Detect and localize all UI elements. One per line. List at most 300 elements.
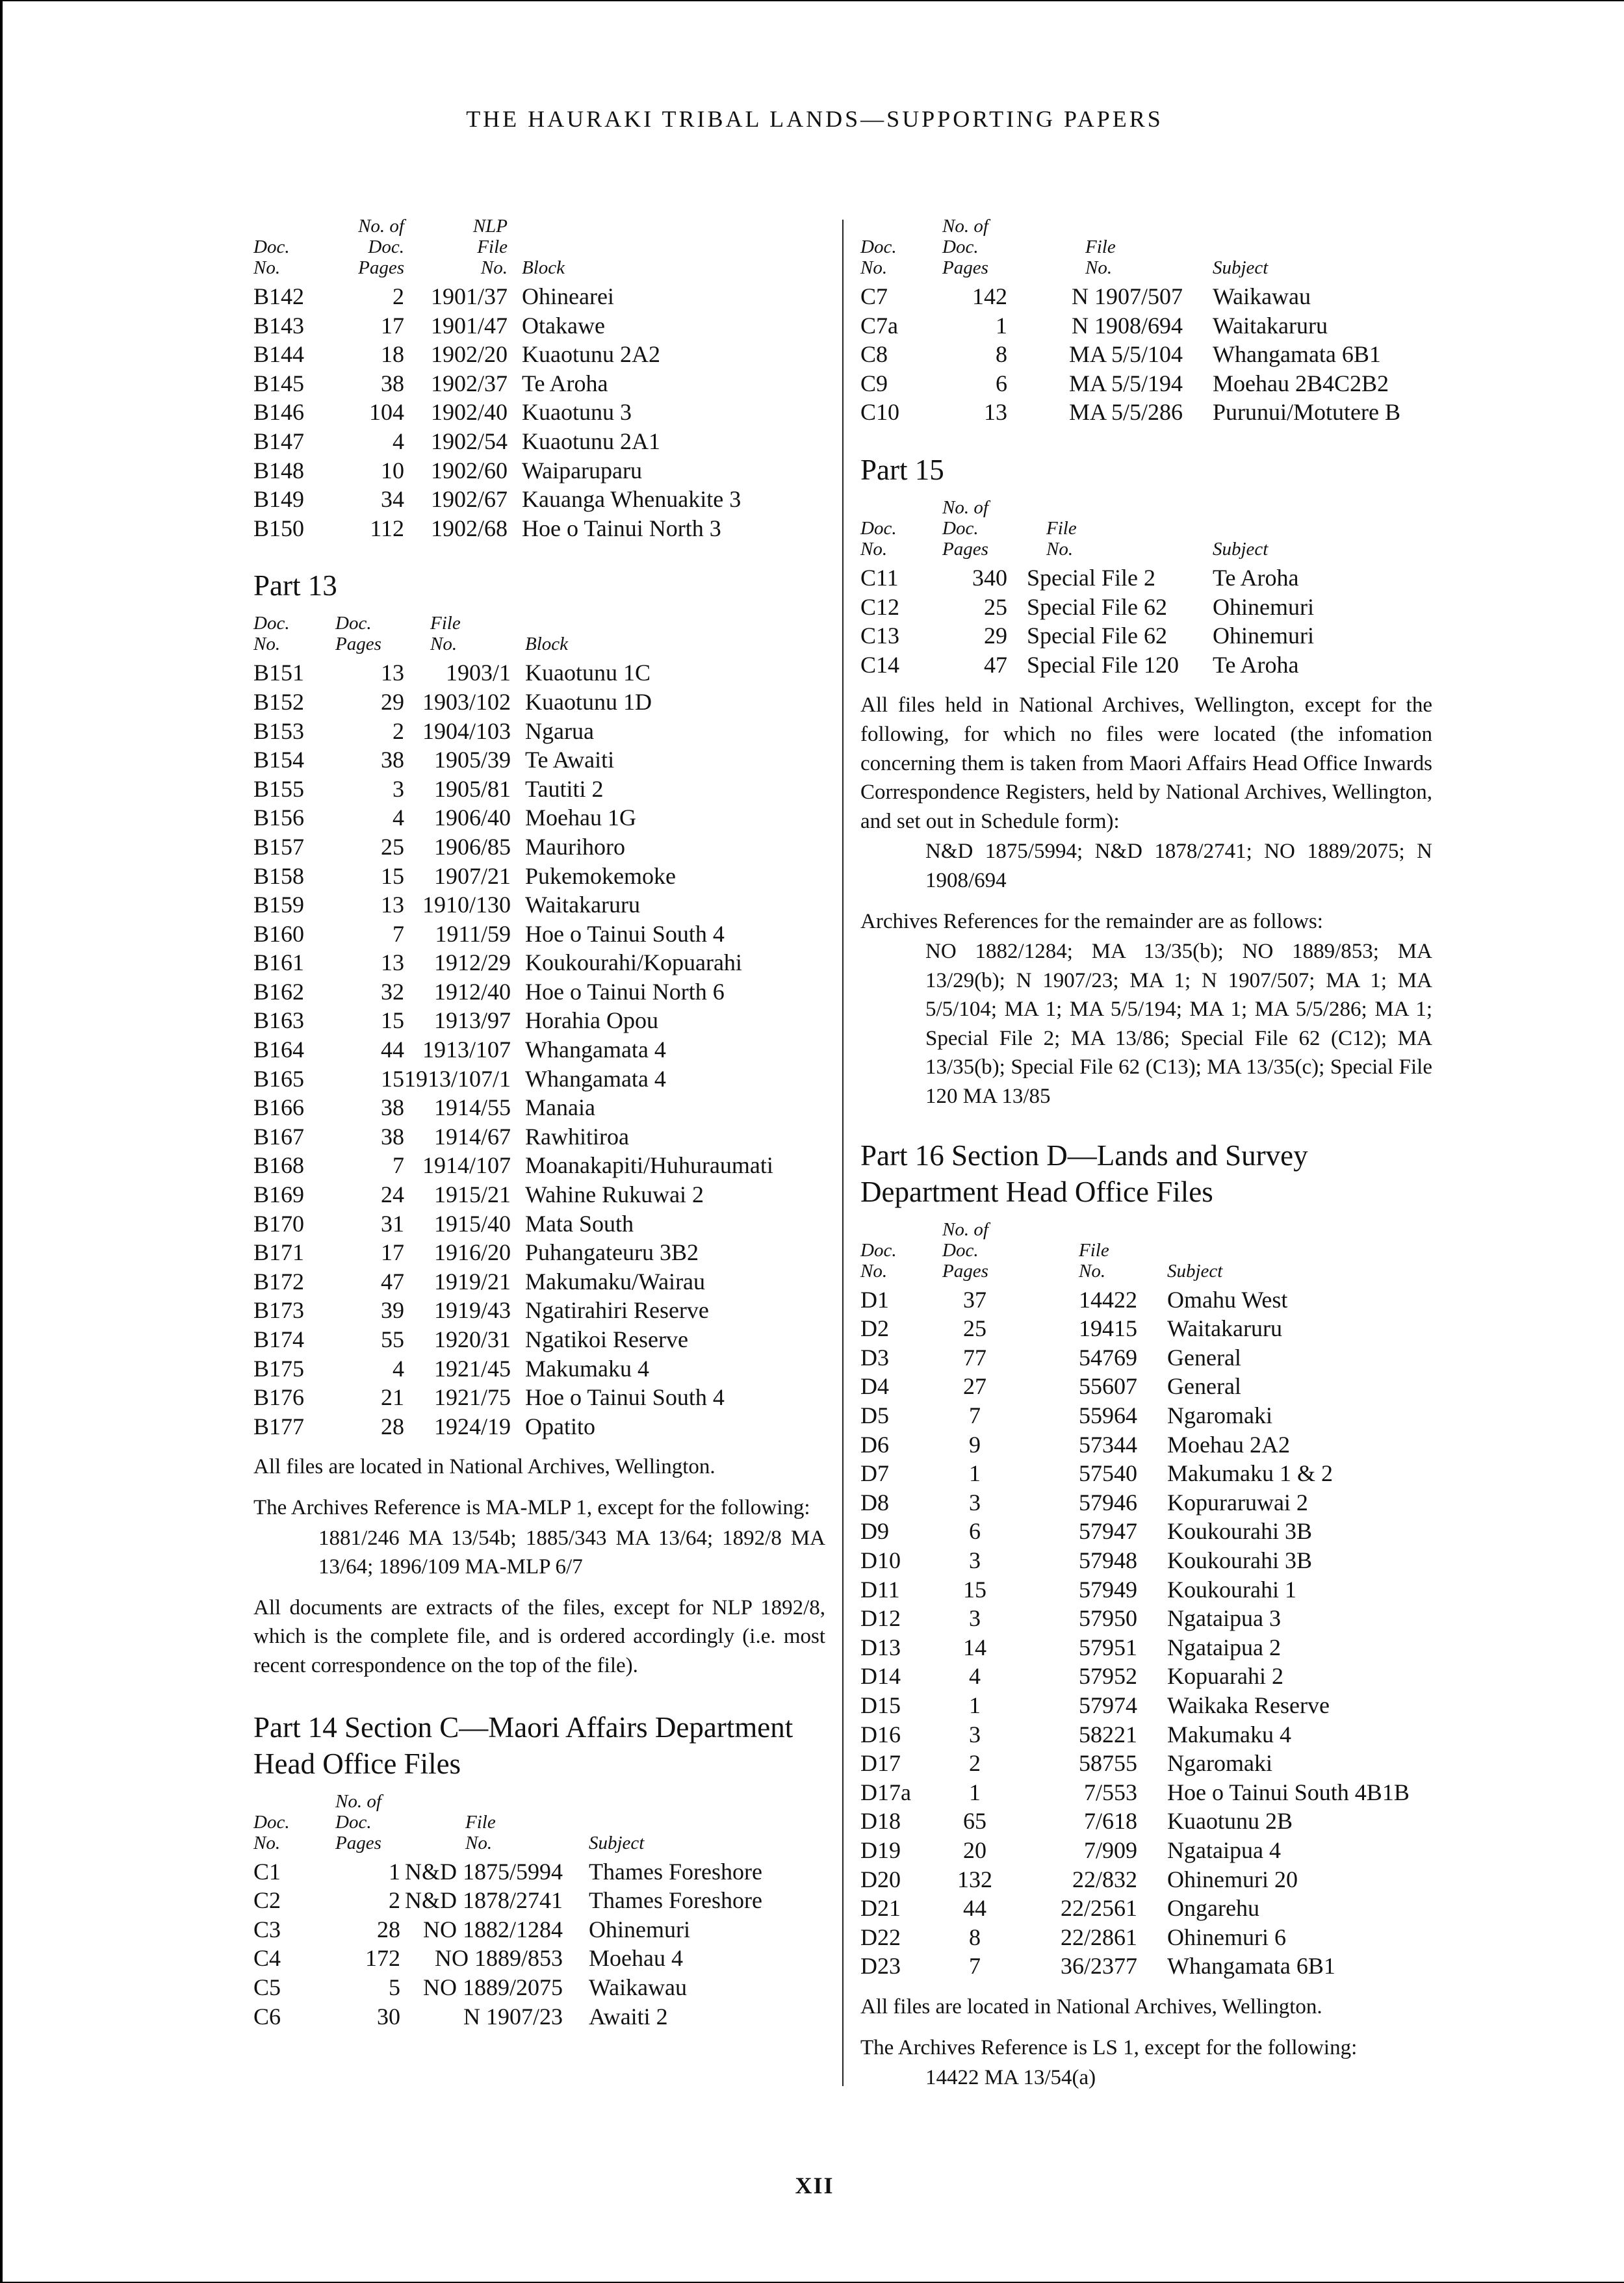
cell-subject: Pukemokemoke	[525, 862, 676, 889]
cell-pages: 38	[381, 1123, 404, 1150]
cell-file-no: 1914/67	[434, 1123, 511, 1150]
col-header-pages: No. of Doc. Pages	[942, 216, 988, 278]
cell-pages: 10	[381, 457, 404, 484]
cell-doc-no: B153	[253, 717, 305, 744]
table-row	[253, 311, 741, 341]
cell-doc-no: B143	[253, 312, 305, 339]
col-header-file-no: File No.	[1079, 1239, 1109, 1282]
table-row	[253, 1209, 773, 1239]
cell-pages: 15	[381, 1065, 404, 1092]
part-16-title: Part 16 Section D—Lands and Survey Department Head Office Files	[860, 1139, 1308, 1208]
cell-pages: 4	[393, 805, 404, 831]
cell-file-no: 19415	[1079, 1315, 1137, 1342]
cell-subject: Te Aroha	[1213, 564, 1299, 591]
cell-subject: Te Awaiti	[525, 747, 615, 773]
table-row	[253, 1006, 773, 1035]
cell-subject: Tautiti 2	[525, 775, 604, 802]
cell-doc-no: D15	[860, 1692, 901, 1718]
cell-subject: Waitakaruru	[525, 892, 641, 918]
cell-pages: 25	[381, 833, 404, 860]
cell-doc-no: D10	[860, 1547, 901, 1573]
cell-subject: Whangamata 4	[525, 1037, 666, 1063]
cell-pages: 4	[393, 1355, 404, 1382]
cell-pages: 13	[381, 660, 404, 686]
cell-pages: 132	[957, 1866, 992, 1892]
cell-doc-no: B157	[253, 833, 305, 860]
cell-pages: 44	[963, 1895, 986, 1922]
cell-file-no: Special File 62	[1027, 623, 1167, 649]
cell-doc-no: B163	[253, 1007, 305, 1034]
part-13-reference-list: 1881/246 MA 13/54b; 1885/343 MA 13/64; 1892/8 MA 13/64; 1896/109 MA-MLP 6/7	[318, 1526, 825, 1579]
cell-file-no: 1914/107	[422, 1152, 511, 1179]
cell-doc-no: C11	[860, 564, 899, 591]
cell-pages: 3	[969, 1547, 981, 1573]
table-row	[860, 1430, 1410, 1460]
cell-file-no: 1902/68	[430, 515, 508, 541]
cell-subject: Horahia Opou	[525, 1007, 658, 1034]
cell-doc-no: D16	[860, 1721, 901, 1748]
part-14-title: Part 14 Section C—Maori Affairs Department Head Office Files	[253, 1710, 793, 1780]
cell-pages: 17	[381, 1239, 404, 1266]
cell-pages: 34	[381, 486, 404, 513]
col-header-doc-no: Doc. No.	[253, 613, 290, 655]
part-15-exceptions-list: N&D 1875/5994; N&D 1878/2741; NO 1889/2075; N 1908/694	[925, 840, 1432, 892]
cell-subject: Koukourahi/Kopuarahi	[525, 949, 742, 976]
table-row	[860, 1459, 1410, 1488]
cell-pages: 1	[969, 1460, 981, 1487]
cell-file-no: 57948	[1079, 1547, 1137, 1573]
cell-subject: Thames Foreshore	[589, 1887, 762, 1914]
cell-file-no: 1921/75	[434, 1384, 511, 1411]
cell-subject: Makumaku 4	[1167, 1721, 1291, 1748]
part-13-note-reference: The Archives Reference is MA-MLP 1, except for the following:	[253, 1495, 810, 1519]
cell-subject: Ohinemuri 20	[1167, 1866, 1298, 1892]
cell-pages: 17	[381, 312, 404, 339]
cell-subject: Makumaku 4	[525, 1355, 649, 1382]
cell-file-no: NO 1882/1284	[423, 1916, 563, 1942]
table-row	[253, 1412, 773, 1441]
cell-doc-no: B151	[253, 660, 305, 686]
cell-file-no: 14422	[1079, 1286, 1137, 1313]
cell-pages: 7	[969, 1953, 981, 1980]
col-header-pages: No. of Doc. Pages	[942, 497, 988, 560]
cell-pages: 8	[969, 1924, 981, 1950]
cell-doc-no: D5	[860, 1402, 889, 1429]
table-part-13	[253, 613, 773, 1441]
cell-file-no: 58221	[1079, 1721, 1137, 1748]
col-header-block: Block	[522, 257, 565, 278]
cell-file-no: 1902/67	[430, 486, 508, 513]
col-header-doc-no: Doc. No.	[860, 237, 897, 278]
cell-file-no: 58755	[1079, 1750, 1137, 1777]
cell-pages: 37	[963, 1286, 986, 1313]
cell-doc-no: B159	[253, 892, 305, 918]
cell-doc-no: B173	[253, 1297, 305, 1324]
table-row	[253, 890, 773, 920]
cell-file-no: 57974	[1079, 1692, 1137, 1718]
cell-file-no: 55964	[1079, 1402, 1137, 1429]
cell-file-no: 1921/45	[434, 1355, 511, 1382]
col-header-block: Block	[525, 634, 569, 655]
table-row	[860, 1807, 1410, 1836]
table-header-row	[253, 1791, 762, 1857]
cell-subject: Waiparuparu	[522, 457, 643, 484]
cell-doc-no: C9	[860, 370, 888, 396]
table-row	[860, 340, 1400, 369]
cell-doc-no: D8	[860, 1489, 889, 1516]
cell-doc-no: C7	[860, 283, 888, 309]
cell-file-no: 57946	[1079, 1489, 1137, 1516]
col-header-file-no: File No.	[465, 1811, 496, 1853]
cell-file-no: MA 5/5/104	[1068, 341, 1183, 368]
cell-subject: Awaiti 2	[589, 2003, 668, 2030]
cell-pages: 5	[389, 1974, 400, 2000]
table-row	[860, 651, 1314, 680]
cell-file-no: 7/553	[1083, 1779, 1137, 1805]
cell-doc-no: B168	[253, 1152, 305, 1179]
cell-subject: Ngaromaki	[1167, 1402, 1272, 1429]
table-row	[253, 369, 741, 398]
cell-file-no: 7/909	[1083, 1837, 1137, 1863]
cell-doc-no: D22	[860, 1924, 901, 1950]
cell-file-no: 7/618	[1083, 1808, 1137, 1835]
col-header-doc-no: Doc. No.	[860, 517, 897, 560]
col-header-file-no: File No.	[1085, 237, 1116, 278]
cell-pages: 25	[963, 1315, 986, 1342]
cell-subject: Hoe o Tainui South 4B1B	[1167, 1779, 1410, 1805]
cell-file-no: 1913/97	[434, 1007, 511, 1034]
cell-file-no: 22/2561	[1060, 1895, 1137, 1922]
cell-subject: Koukourahi 1	[1167, 1576, 1296, 1603]
table-row	[860, 1952, 1410, 1981]
table-row	[253, 920, 773, 949]
col-header-pages: No. of Doc. Pages	[335, 1790, 381, 1853]
cell-file-no: MA 5/5/194	[1068, 370, 1183, 396]
cell-file-no: 1902/60	[430, 457, 508, 484]
cell-subject: Puhangateuru 3B2	[525, 1239, 699, 1266]
cell-subject: Moehau 2A2	[1167, 1431, 1290, 1458]
cell-file-no: 1903/1	[446, 660, 511, 686]
table-row	[253, 456, 741, 485]
table-row	[253, 1267, 773, 1296]
cell-file-no: Special File 62	[1027, 593, 1167, 620]
cell-subject: Ngatikoi Reserve	[525, 1326, 688, 1352]
cell-doc-no: C1	[253, 1858, 281, 1885]
cell-file-no: 22/832	[1072, 1866, 1137, 1892]
cell-pages: 39	[381, 1297, 404, 1324]
cell-file-no: 1902/40	[430, 399, 508, 426]
cell-pages: 3	[969, 1721, 981, 1748]
table-b-continued	[253, 216, 741, 543]
cell-doc-no: B176	[253, 1384, 305, 1411]
cell-doc-no: D12	[860, 1605, 901, 1632]
col-header-subject: Subject	[1167, 1260, 1223, 1282]
table-row	[860, 1372, 1410, 1401]
cell-doc-no: B171	[253, 1239, 305, 1266]
cell-pages: 38	[381, 1094, 404, 1121]
cell-pages: 3	[393, 775, 404, 802]
cell-file-no: 1905/81	[434, 775, 511, 802]
cell-subject: Ohinemuri	[589, 1916, 690, 1942]
cell-file-no: 1911/59	[435, 920, 511, 947]
part-15-references-list: NO 1882/1284; MA 13/35(b); NO 1889/853; MA 13/29(b); N 1907/23; MA 1; N 1907/507; MA 1; MA 5/5/104; MA 1; MA 5/5/194; MA 1; MA 5/5/286; MA 1; Special File 2; MA 13/86; Special File 62 (C12); MA 13/35(b); Special File 62 (C13); MA 13/35(c); Special File 120 MA 13/85	[925, 940, 1432, 1109]
table-row	[860, 282, 1400, 311]
page-number: XII	[795, 2173, 834, 2199]
part-16-note-reference: The Archives Reference is LS 1, except for the following:	[860, 2035, 1358, 2059]
cell-subject: Waikawau	[1213, 283, 1311, 309]
cell-subject: Moehau 2B4C2B2	[1213, 370, 1389, 396]
cell-file-no: N&D 1878/2741	[405, 1887, 563, 1914]
cell-doc-no: B150	[253, 515, 305, 541]
cell-file-no: 57952	[1079, 1663, 1137, 1690]
cell-doc-no: C14	[860, 651, 900, 678]
cell-pages: 27	[963, 1373, 986, 1400]
cell-doc-no: B158	[253, 862, 305, 889]
cell-doc-no: B169	[253, 1181, 305, 1208]
cell-doc-no: D9	[860, 1518, 889, 1545]
col-header-subject: Subject	[589, 1832, 645, 1853]
cell-subject: Whangamata 6B1	[1167, 1953, 1335, 1980]
column-divider	[842, 220, 844, 2086]
table-row	[253, 1354, 773, 1384]
col-header-pages: No. of Doc. Pages	[942, 1219, 988, 1282]
cell-file-no: 1901/37	[430, 283, 508, 309]
cell-file-no: 1906/40	[434, 805, 511, 831]
cell-subject: Kopuarahi 2	[1167, 1663, 1283, 1690]
table-row	[860, 1285, 1410, 1315]
table-row	[253, 1383, 773, 1412]
cell-file-no: 1907/21	[434, 862, 511, 889]
cell-pages: 6	[996, 370, 1007, 396]
table-row	[860, 1488, 1410, 1517]
cell-pages: 32	[381, 978, 404, 1005]
cell-doc-no: B152	[253, 688, 305, 715]
cell-pages: 21	[381, 1384, 404, 1411]
cell-file-no: MA 5/5/286	[1068, 399, 1183, 426]
col-header-doc-no: Doc. No.	[253, 237, 290, 278]
cell-pages: 25	[984, 593, 1007, 620]
cell-file-no: 57951	[1079, 1634, 1137, 1660]
table-row	[253, 745, 773, 775]
cell-pages: 8	[996, 341, 1007, 368]
cell-subject: Waitakaruru	[1213, 312, 1328, 339]
cell-subject: Moehau 4	[589, 1945, 683, 1972]
cell-doc-no: D4	[860, 1373, 889, 1400]
table-row	[253, 427, 741, 456]
cell-file-no: 57949	[1079, 1576, 1137, 1603]
table-row	[253, 1180, 773, 1209]
cell-doc-no: D21	[860, 1895, 901, 1922]
cell-subject: Ongarehu	[1167, 1895, 1259, 1922]
cell-pages: 44	[381, 1037, 404, 1063]
cell-doc-no: B165	[253, 1065, 305, 1092]
cell-pages: 28	[381, 1413, 404, 1439]
cell-file-no: 1919/43	[434, 1297, 511, 1324]
cell-doc-no: D7	[860, 1460, 889, 1487]
col-header-file-no: File No.	[430, 613, 461, 655]
cell-pages: 13	[381, 949, 404, 976]
cell-doc-no: B155	[253, 775, 305, 802]
cell-subject: Otakawe	[522, 312, 605, 339]
cell-doc-no: B142	[253, 283, 305, 309]
table-row	[253, 514, 741, 543]
cell-doc-no: D3	[860, 1344, 889, 1371]
cell-file-no: 57540	[1079, 1460, 1137, 1487]
cell-file-no: NO 1889/853	[435, 1945, 563, 1972]
table-row	[253, 1944, 762, 1973]
part-13-note-location: All files are located in National Archives, Wellington.	[253, 1455, 715, 1479]
cell-file-no: 1905/39	[434, 747, 511, 773]
table-row	[860, 369, 1400, 398]
cell-file-no: 57947	[1079, 1518, 1137, 1545]
cell-doc-no: B170	[253, 1210, 305, 1237]
cell-doc-no: C3	[253, 1916, 281, 1942]
cell-pages: 15	[381, 862, 404, 889]
cell-pages: 13	[984, 399, 1007, 426]
cell-pages: 15	[963, 1576, 986, 1603]
cell-pages: 13	[381, 892, 404, 918]
cell-doc-no: B145	[253, 370, 305, 396]
table-row	[860, 1546, 1410, 1575]
cell-pages: 7	[969, 1402, 981, 1429]
table-row	[253, 1296, 773, 1325]
cell-subject: Waitakaruru	[1167, 1315, 1283, 1342]
col-header-pages: Doc. Pages	[335, 613, 381, 655]
cell-pages: 55	[381, 1326, 404, 1352]
cell-pages: 2	[389, 1887, 400, 1914]
table-row	[860, 398, 1400, 427]
cell-subject: Rawhitiroa	[525, 1123, 629, 1150]
cell-doc-no: B148	[253, 457, 305, 484]
col-header-doc-no: Doc. No.	[860, 1239, 897, 1282]
table-row	[860, 311, 1400, 341]
cell-subject: Waikaka Reserve	[1167, 1692, 1330, 1718]
cell-pages: 1	[389, 1858, 400, 1885]
cell-subject: Whangamata 6B1	[1213, 341, 1381, 368]
table-row	[253, 1122, 773, 1152]
cell-doc-no: D18	[860, 1808, 901, 1835]
table-header-row	[253, 216, 741, 282]
cell-file-no: 1913/107	[422, 1037, 511, 1063]
cell-subject: Hoe o Tainui South 4	[525, 1384, 725, 1411]
cell-subject: Ngataipua 2	[1167, 1634, 1281, 1660]
cell-doc-no: C2	[253, 1887, 281, 1914]
cell-subject: Ngataipua 4	[1167, 1837, 1281, 1863]
cell-pages: 2	[393, 717, 404, 744]
part-16-note-location: All files are located in National Archives, Wellington.	[860, 1994, 1322, 2019]
cell-pages: 3	[969, 1605, 981, 1632]
cell-file-no: 1902/54	[430, 428, 508, 454]
table-row	[860, 1865, 1410, 1894]
cell-pages: 28	[377, 1916, 400, 1942]
table-row	[253, 803, 773, 832]
cell-file-no: 1915/21	[434, 1181, 511, 1208]
cell-subject: Koukourahi 3B	[1167, 1547, 1312, 1573]
cell-pages: 6	[969, 1518, 981, 1545]
running-head: THE HAURAKI TRIBAL LANDS—SUPPORTING PAPERS	[466, 106, 1163, 132]
table-row	[253, 948, 773, 977]
cell-subject: Makumaku 1 & 2	[1167, 1460, 1333, 1487]
cell-pages: 1	[996, 312, 1007, 339]
cell-doc-no: D20	[860, 1866, 901, 1892]
cell-subject: Ngarua	[525, 717, 594, 744]
cell-doc-no: D19	[860, 1837, 901, 1863]
cell-pages: 2	[393, 283, 404, 309]
cell-file-no: 1914/55	[434, 1094, 511, 1121]
cell-doc-no: D17	[860, 1750, 901, 1777]
table-part-15	[860, 497, 1314, 679]
col-header-file-no: File No.	[1046, 517, 1077, 560]
cell-subject: Kopuraruwai 2	[1167, 1489, 1308, 1516]
cell-file-no: 1915/40	[434, 1210, 511, 1237]
cell-doc-no: B166	[253, 1094, 305, 1121]
cell-subject: Hoe o Tainui South 4	[525, 920, 725, 947]
cell-pages: 77	[963, 1344, 986, 1371]
cell-subject: Manaia	[525, 1094, 595, 1121]
table-row	[253, 1915, 762, 1944]
table-row	[860, 1836, 1410, 1865]
cell-pages: 24	[381, 1181, 404, 1208]
cell-file-no: 54769	[1079, 1344, 1137, 1371]
cell-doc-no: B144	[253, 341, 305, 368]
cell-file-no: 1912/40	[434, 978, 511, 1005]
cell-pages: 3	[969, 1489, 981, 1516]
cell-subject: Thames Foreshore	[589, 1858, 762, 1885]
part-16-exceptions-list: 14422 MA 13/54(a)	[925, 2066, 1096, 2090]
cell-file-no: Special File 2	[1027, 564, 1155, 591]
cell-subject: Kuaotunu 1C	[525, 660, 651, 686]
table-row	[253, 398, 741, 427]
cell-subject: Ohinearei	[522, 283, 614, 309]
cell-file-no: 1906/85	[434, 833, 511, 860]
table-row	[253, 862, 773, 891]
cell-subject: Kuaotunu 2A2	[522, 341, 660, 368]
cell-doc-no: B156	[253, 805, 305, 831]
table-row	[860, 1633, 1410, 1662]
cell-file-no: 1919/21	[434, 1268, 511, 1295]
cell-pages: 65	[963, 1808, 986, 1835]
table-row	[860, 1691, 1410, 1720]
cell-subject: Makumaku/Wairau	[525, 1268, 706, 1295]
col-header-subject: Subject	[1213, 257, 1269, 278]
cell-doc-no: B177	[253, 1413, 305, 1439]
part-15-title: Part 15	[860, 453, 944, 486]
cell-doc-no: C7a	[860, 312, 898, 339]
table-part-14-continued	[860, 216, 1400, 427]
cell-doc-no: D13	[860, 1634, 901, 1660]
table-part-14	[253, 1791, 762, 2031]
cell-pages: 47	[984, 651, 1007, 678]
cell-doc-no: C13	[860, 623, 900, 649]
table-row	[860, 1314, 1410, 1343]
table-row	[860, 621, 1314, 651]
cell-file-no: NO 1889/2075	[423, 1974, 563, 2000]
table-header-row	[860, 497, 1314, 563]
cell-file-no: 57344	[1079, 1431, 1137, 1458]
cell-file-no: 22/2861	[1060, 1924, 1137, 1950]
cell-pages: 112	[370, 515, 404, 541]
cell-pages: 4	[393, 428, 404, 454]
cell-doc-no: B149	[253, 486, 305, 513]
cell-file-no: N&D 1875/5994	[405, 1858, 563, 1885]
cell-file-no: 1903/102	[422, 688, 511, 715]
cell-file-no: 55607	[1079, 1373, 1137, 1400]
right-column	[860, 216, 1432, 2093]
cell-doc-no: D23	[860, 1953, 901, 1980]
cell-pages: 9	[969, 1431, 981, 1458]
cell-file-no: 1920/31	[434, 1326, 511, 1352]
cell-subject: General	[1167, 1344, 1241, 1371]
